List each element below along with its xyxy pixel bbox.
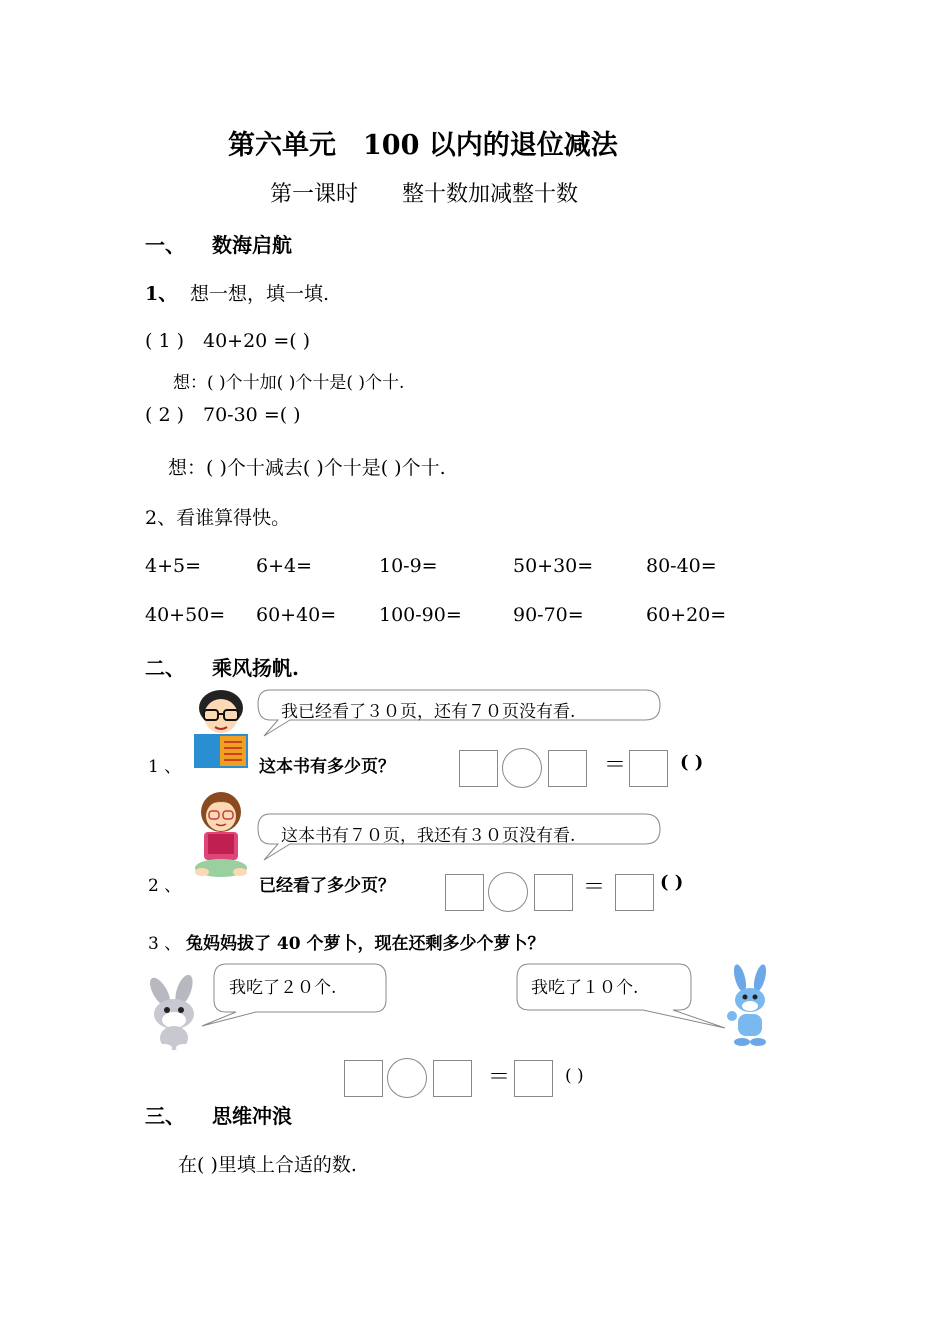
section2-heading: 乘风扬帆. xyxy=(212,656,299,680)
unit-parentheses[interactable]: ( ) xyxy=(660,872,684,893)
section1-heading: 数海启航 xyxy=(212,233,292,257)
q1-p2-think: 想：( )个十减去( )个十是( )个十. xyxy=(168,457,446,479)
answer-box[interactable] xyxy=(433,1060,472,1097)
q1-p1-label: ( 1 ) xyxy=(145,330,184,352)
s2-q2-label: 2 、 xyxy=(148,876,182,896)
calc-item: 80-40= xyxy=(646,555,717,577)
calc-item: 50+30= xyxy=(513,555,594,577)
section3-instruction: 在( )里填上合适的数. xyxy=(178,1154,357,1176)
q2-bubble-text: 这本书有７０页，我还有３０页没有看. xyxy=(281,826,576,846)
q1-instruction: 想一想，填一填. xyxy=(190,283,330,305)
section2-number: 二、 xyxy=(145,656,185,680)
calc-item: 100-90= xyxy=(379,604,462,626)
equals-sign: ＝ xyxy=(604,753,627,778)
q3-left-bubble-text: 我吃了２０个. xyxy=(229,978,337,998)
answer-box[interactable] xyxy=(548,750,587,787)
s2-q2-question: 已经看了多少页？ xyxy=(259,876,395,896)
blue-rabbit-illustration xyxy=(722,964,778,1048)
calc-item: 40+50= xyxy=(145,604,226,626)
operator-circle[interactable] xyxy=(502,748,542,788)
calc-item: 60+20= xyxy=(646,604,727,626)
q1-p1-think: 想：( )个十加( )个十是( )个十. xyxy=(173,373,405,393)
operator-circle[interactable] xyxy=(387,1058,427,1098)
q1-bubble-text: 我已经看了３０页，还有７０页没有看. xyxy=(281,702,576,722)
answer-box[interactable] xyxy=(344,1060,383,1097)
result-box[interactable] xyxy=(514,1060,553,1097)
girl-reading-illustration xyxy=(192,790,250,880)
s2-q3-question: 兔妈妈拔了 40 个萝卜，现在还剩多少个萝卜？ xyxy=(186,934,545,954)
answer-box[interactable] xyxy=(534,874,573,911)
unit-parentheses[interactable]: ( ) xyxy=(680,752,704,773)
section1-number: 一、 xyxy=(145,233,185,257)
result-box[interactable] xyxy=(615,874,654,911)
boy-reading-illustration xyxy=(190,688,252,772)
q1-p2-label: ( 2 ) xyxy=(145,404,184,426)
s2-q3-label: 3 、 xyxy=(148,934,182,954)
operator-circle[interactable] xyxy=(488,872,528,912)
section3-number: 三、 xyxy=(145,1104,185,1128)
answer-box[interactable] xyxy=(459,750,498,787)
unit-parentheses[interactable]: ( ) xyxy=(565,1066,584,1086)
s2-q1-label: 1 、 xyxy=(148,757,182,777)
q1-p1-expression: 40+20 =( ) xyxy=(203,330,311,352)
calc-item: 6+4= xyxy=(256,555,313,577)
result-box[interactable] xyxy=(629,750,668,787)
q2-instruction: 2、看谁算得快。 xyxy=(145,507,291,529)
calc-item: 90-70= xyxy=(513,604,584,626)
calc-item: 4+5= xyxy=(145,555,202,577)
page-title: 第六单元 100 以内的退位减法 xyxy=(228,130,618,161)
section3-heading: 思维冲浪 xyxy=(212,1104,292,1128)
equals-sign: ＝ xyxy=(583,875,606,900)
q1-label: 1、 xyxy=(145,283,178,305)
lesson-subtitle: 第一课时 整十数加减整十数 xyxy=(270,182,579,207)
s2-q1-question: 这本书有多少页？ xyxy=(259,757,395,777)
answer-box[interactable] xyxy=(445,874,484,911)
calc-item: 10-9= xyxy=(379,555,438,577)
calc-item: 60+40= xyxy=(256,604,337,626)
q1-p2-expression: 70-30 =( ) xyxy=(203,404,301,426)
equals-sign: ＝ xyxy=(488,1065,511,1090)
q3-right-bubble-text: 我吃了１０个. xyxy=(531,978,639,998)
